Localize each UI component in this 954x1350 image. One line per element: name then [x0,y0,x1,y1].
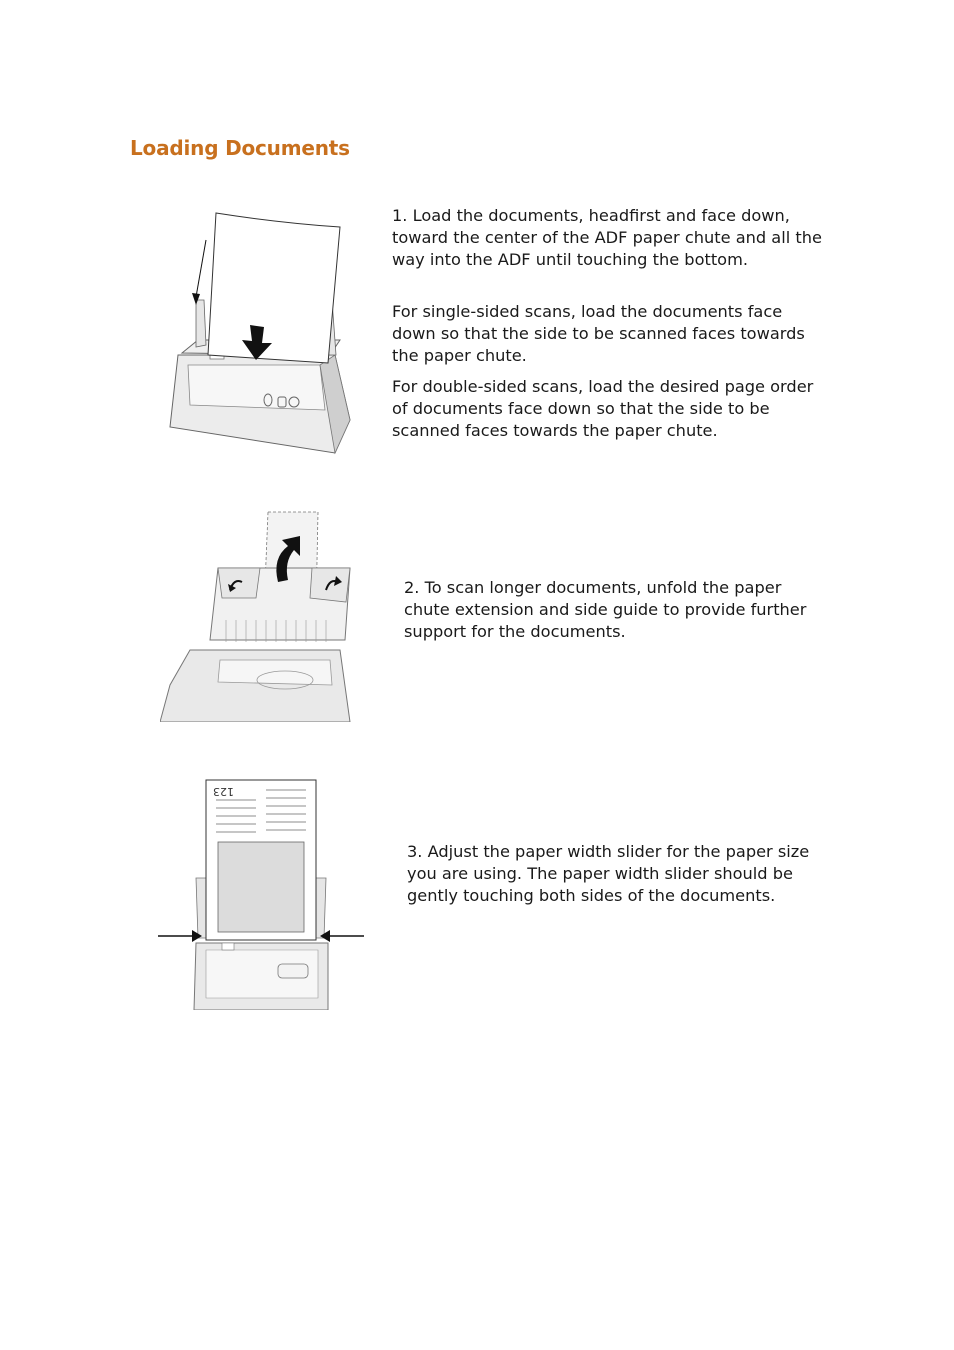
scanner-loading-illustration [160,205,360,465]
step1-single-sided-text: For single-sided scans, load the documents face down so that the side to be scanned faces towards the paper chute. [392,302,805,365]
width-slider-illustration [156,778,368,1010]
step1-double-sided-text: For double-sided scans, load the desired page order of documents face down so that the side to be scanned faces towards the paper chute. [392,377,814,440]
chute-extension-illustration [160,510,360,722]
sheet-label: 123 [213,785,234,798]
step1-text: 1. Load the documents, headfirst and face down, toward the center of the ADF paper chute and all the way into the ADF until touching the bottom. [392,206,822,269]
section-heading: Loading Documents [130,136,350,160]
step3-text: 3. Adjust the paper width slider for the paper size you are using. The paper width slider should be gently touching both sides of the documents. [407,842,810,905]
step2-text: 2. To scan longer documents, unfold the paper chute extension and side guide to provide further support for the documents. [404,578,807,641]
